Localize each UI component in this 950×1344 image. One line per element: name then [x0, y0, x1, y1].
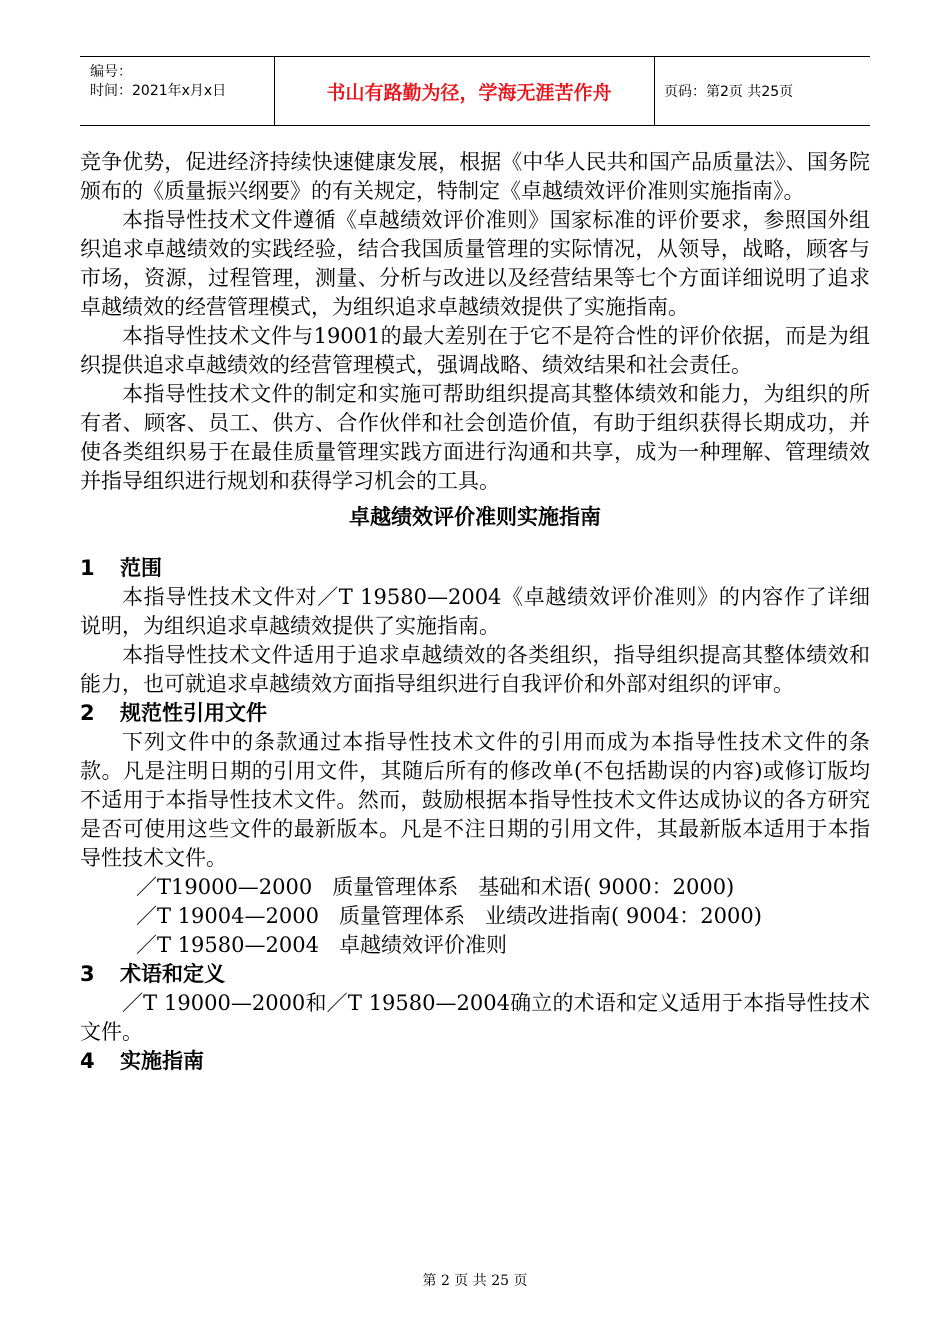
section-heading-scope	[80, 554, 870, 583]
section-title: 范围	[120, 556, 162, 580]
section-number: 3	[80, 962, 95, 986]
section-heading-normative-references	[80, 699, 870, 728]
reference-item: ／T 19580—2004 卓越绩效评价准则	[136, 933, 507, 957]
section-title: 术语和定义	[120, 962, 225, 986]
header-divider-right	[654, 57, 655, 125]
paragraph-purpose: 本指导性技术文件遵循《卓越绩效评价准则》国家标准的评价要求，参照国外组织追求卓越绩效的实践经验，结合我国质量管理的实际情况，从领导，战略，顾客与市场，资源，过程管理，测量、分析与改进以及经营结果等七个方面详细说明了追求卓越绩效的经营管理模式，为组织追求卓越绩效提供了实施指南。	[80, 208, 870, 319]
reference-item: ／T19000—2000 质量管理体系 基础和术语( 9000：2000)	[136, 875, 735, 899]
reference-item: ／T 19004—2000 质量管理体系 业绩改进指南( 9004：2000)	[136, 904, 762, 928]
section-number: 4	[80, 1049, 95, 1073]
document-body	[80, 148, 870, 1076]
paragraph-intro-continuation: 竞争优势，促进经济持续快速健康发展，根据《中华人民共和国产品质量法》、国务院颁布的《质量振兴纲要》的有关规定，特制定《卓越绩效评价准则实施指南》。	[80, 150, 870, 203]
scope-paragraph-2: 本指导性技术文件适用于追求卓越绩效的各类组织，指导组织提高其整体绩效和能力，也可就追求卓越绩效方面指导组织进行自我评价和外部对组织的评审。	[80, 643, 870, 696]
section-heading-implementation	[80, 1047, 870, 1076]
section-title: 实施指南	[120, 1049, 204, 1073]
scope-paragraph-1: 本指导性技术文件对／T 19580—2004《卓越绩效评价准则》的内容作了详细说明，为组织追求卓越绩效提供了实施指南。	[80, 585, 870, 638]
paragraph-benefits: 本指导性技术文件的制定和实施可帮助组织提高其整体绩效和能力，为组织的所有者、顾客、员工、供方、合作伙伴和社会创造价值，有助于组织获得长期成功，并使各类组织易于在最佳质量管理实践方面进行沟通和共享，成为一种理解、管理绩效并指导组织进行规划和获得学习机会的工具。	[80, 382, 870, 493]
header-left-info	[90, 63, 226, 101]
document-number-label: 编号：	[90, 64, 132, 80]
document-title: 卓越绩效评价准则实施指南	[349, 505, 601, 529]
page-footer: 第 2 页 共 25 页	[422, 1273, 528, 1289]
page-header	[80, 56, 870, 126]
header-divider-left	[274, 57, 275, 125]
header-page-info: 页码：第2页 共25页	[664, 84, 794, 100]
section-title: 规范性引用文件	[120, 701, 267, 725]
section-number: 1	[80, 556, 95, 580]
references-paragraph: 下列文件中的条款通过本指导性技术文件的引用而成为本指导性技术文件的条款。凡是注明日期的引用文件，其随后所有的修改单(不包括勘误的内容)或修订版均不适用于本指导性技术文件。然而，鼓励根据本指导性技术文件达成协议的各方研究是否可使用这些文件的最新版本。凡是不注日期的引用文件，其最新版本适用于本指导性技术文件。	[80, 730, 870, 870]
terms-paragraph: ／T 19000—2000和／T 19580—2004确立的术语和定义适用于本指导性技术文件。	[80, 991, 870, 1044]
header-motto: 书山有路勤为径，学海无涯苦作舟	[326, 81, 612, 104]
paragraph-difference: 本指导性技术文件与19001的最大差别在于它不是符合性的评价依据，而是为组织提供追求卓越绩效的经营管理模式，强调战略、绩效结果和社会责任。	[80, 324, 870, 377]
document-time-label: 时间：2021年x月x日	[90, 83, 227, 99]
section-heading-terms	[80, 960, 870, 989]
section-number: 2	[80, 701, 95, 725]
